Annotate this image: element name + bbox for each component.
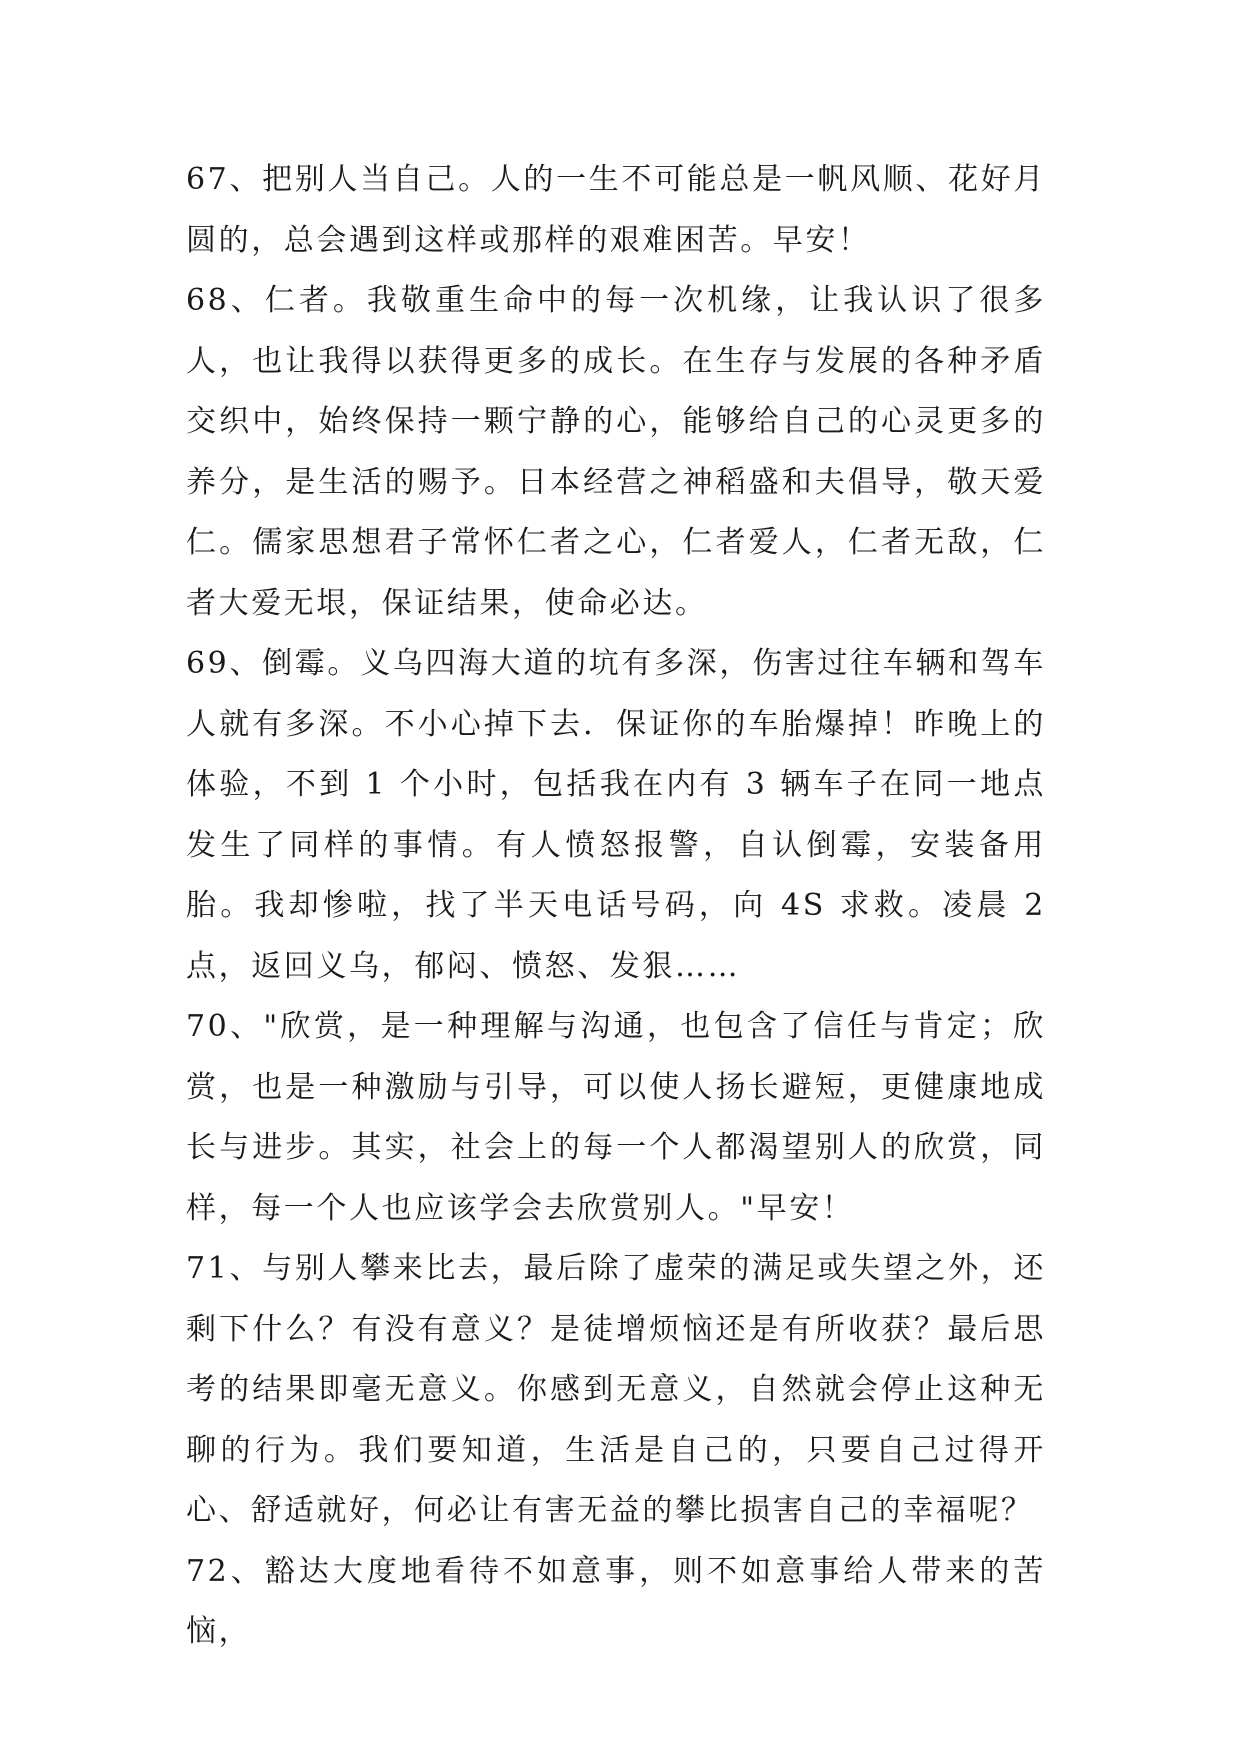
paragraph-69: 69、倒霉。义乌四海大道的坑有多深，伤害过往车辆和驾车人就有多深。不小心掉下去．保证你的车胎爆掉！昨晚上的体验，不到 1 个小时，包括我在内有 3 辆车子在同一地点发生了同样的事情。有人愤怒报警，自认倒霉，安装备用胎。我却惨啦，找了半天电话号码，向 4S 求救。凌晨 2 点，返回义乌，郁闷、愤怒、发狠…… bbox=[186, 646, 1046, 984]
paragraph-72: 72、豁达大度地看待不如意事，则不如意事给人带来的苦恼， bbox=[186, 1553, 1046, 1649]
paragraph-71: 71、与别人攀来比去，最后除了虚荣的满足或失望之外，还剩下什么？有没有意义？是徒增烦恼还是有所收获？最后思考的结果即毫无意义。你感到无意义，自然就会停止这种无聊的行为。我们要知道，生活是自己的，只要自己过得开心、舒适就好，何必让有害无益的攀比损害自己的幸福呢？ bbox=[186, 1251, 1046, 1528]
paragraph-67: 67、把别人当自己。人的一生不可能总是一帆风顺、花好月圆的，总会遇到这样或那样的艰难困苦。早安！ bbox=[186, 162, 1046, 258]
paragraph-70: 70、"欣赏，是一种理解与沟通，也包含了信任与肯定；欣赏，也是一种激励与引导，可以使人扬长避短，更健康地成长与进步。其实，社会上的每一个人都渴望别人的欣赏，同样，每一个人也应该学会去欣赏别人。"早安！ bbox=[186, 1009, 1046, 1226]
document-body bbox=[186, 150, 1046, 1663]
paragraph-68: 68、仁者。我敬重生命中的每一次机缘，让我认识了很多人，也让我得以获得更多的成长。在生存与发展的各种矛盾交织中，始终保持一颗宁静的心，能够给自己的心灵更多的养分，是生活的赐予。日本经营之神稻盛和夫倡导，敬天爱仁。儒家思想君子常怀仁者之心，仁者爱人，仁者无敌，仁者大爱无垠，保证结果，使命必达。 bbox=[186, 283, 1046, 621]
